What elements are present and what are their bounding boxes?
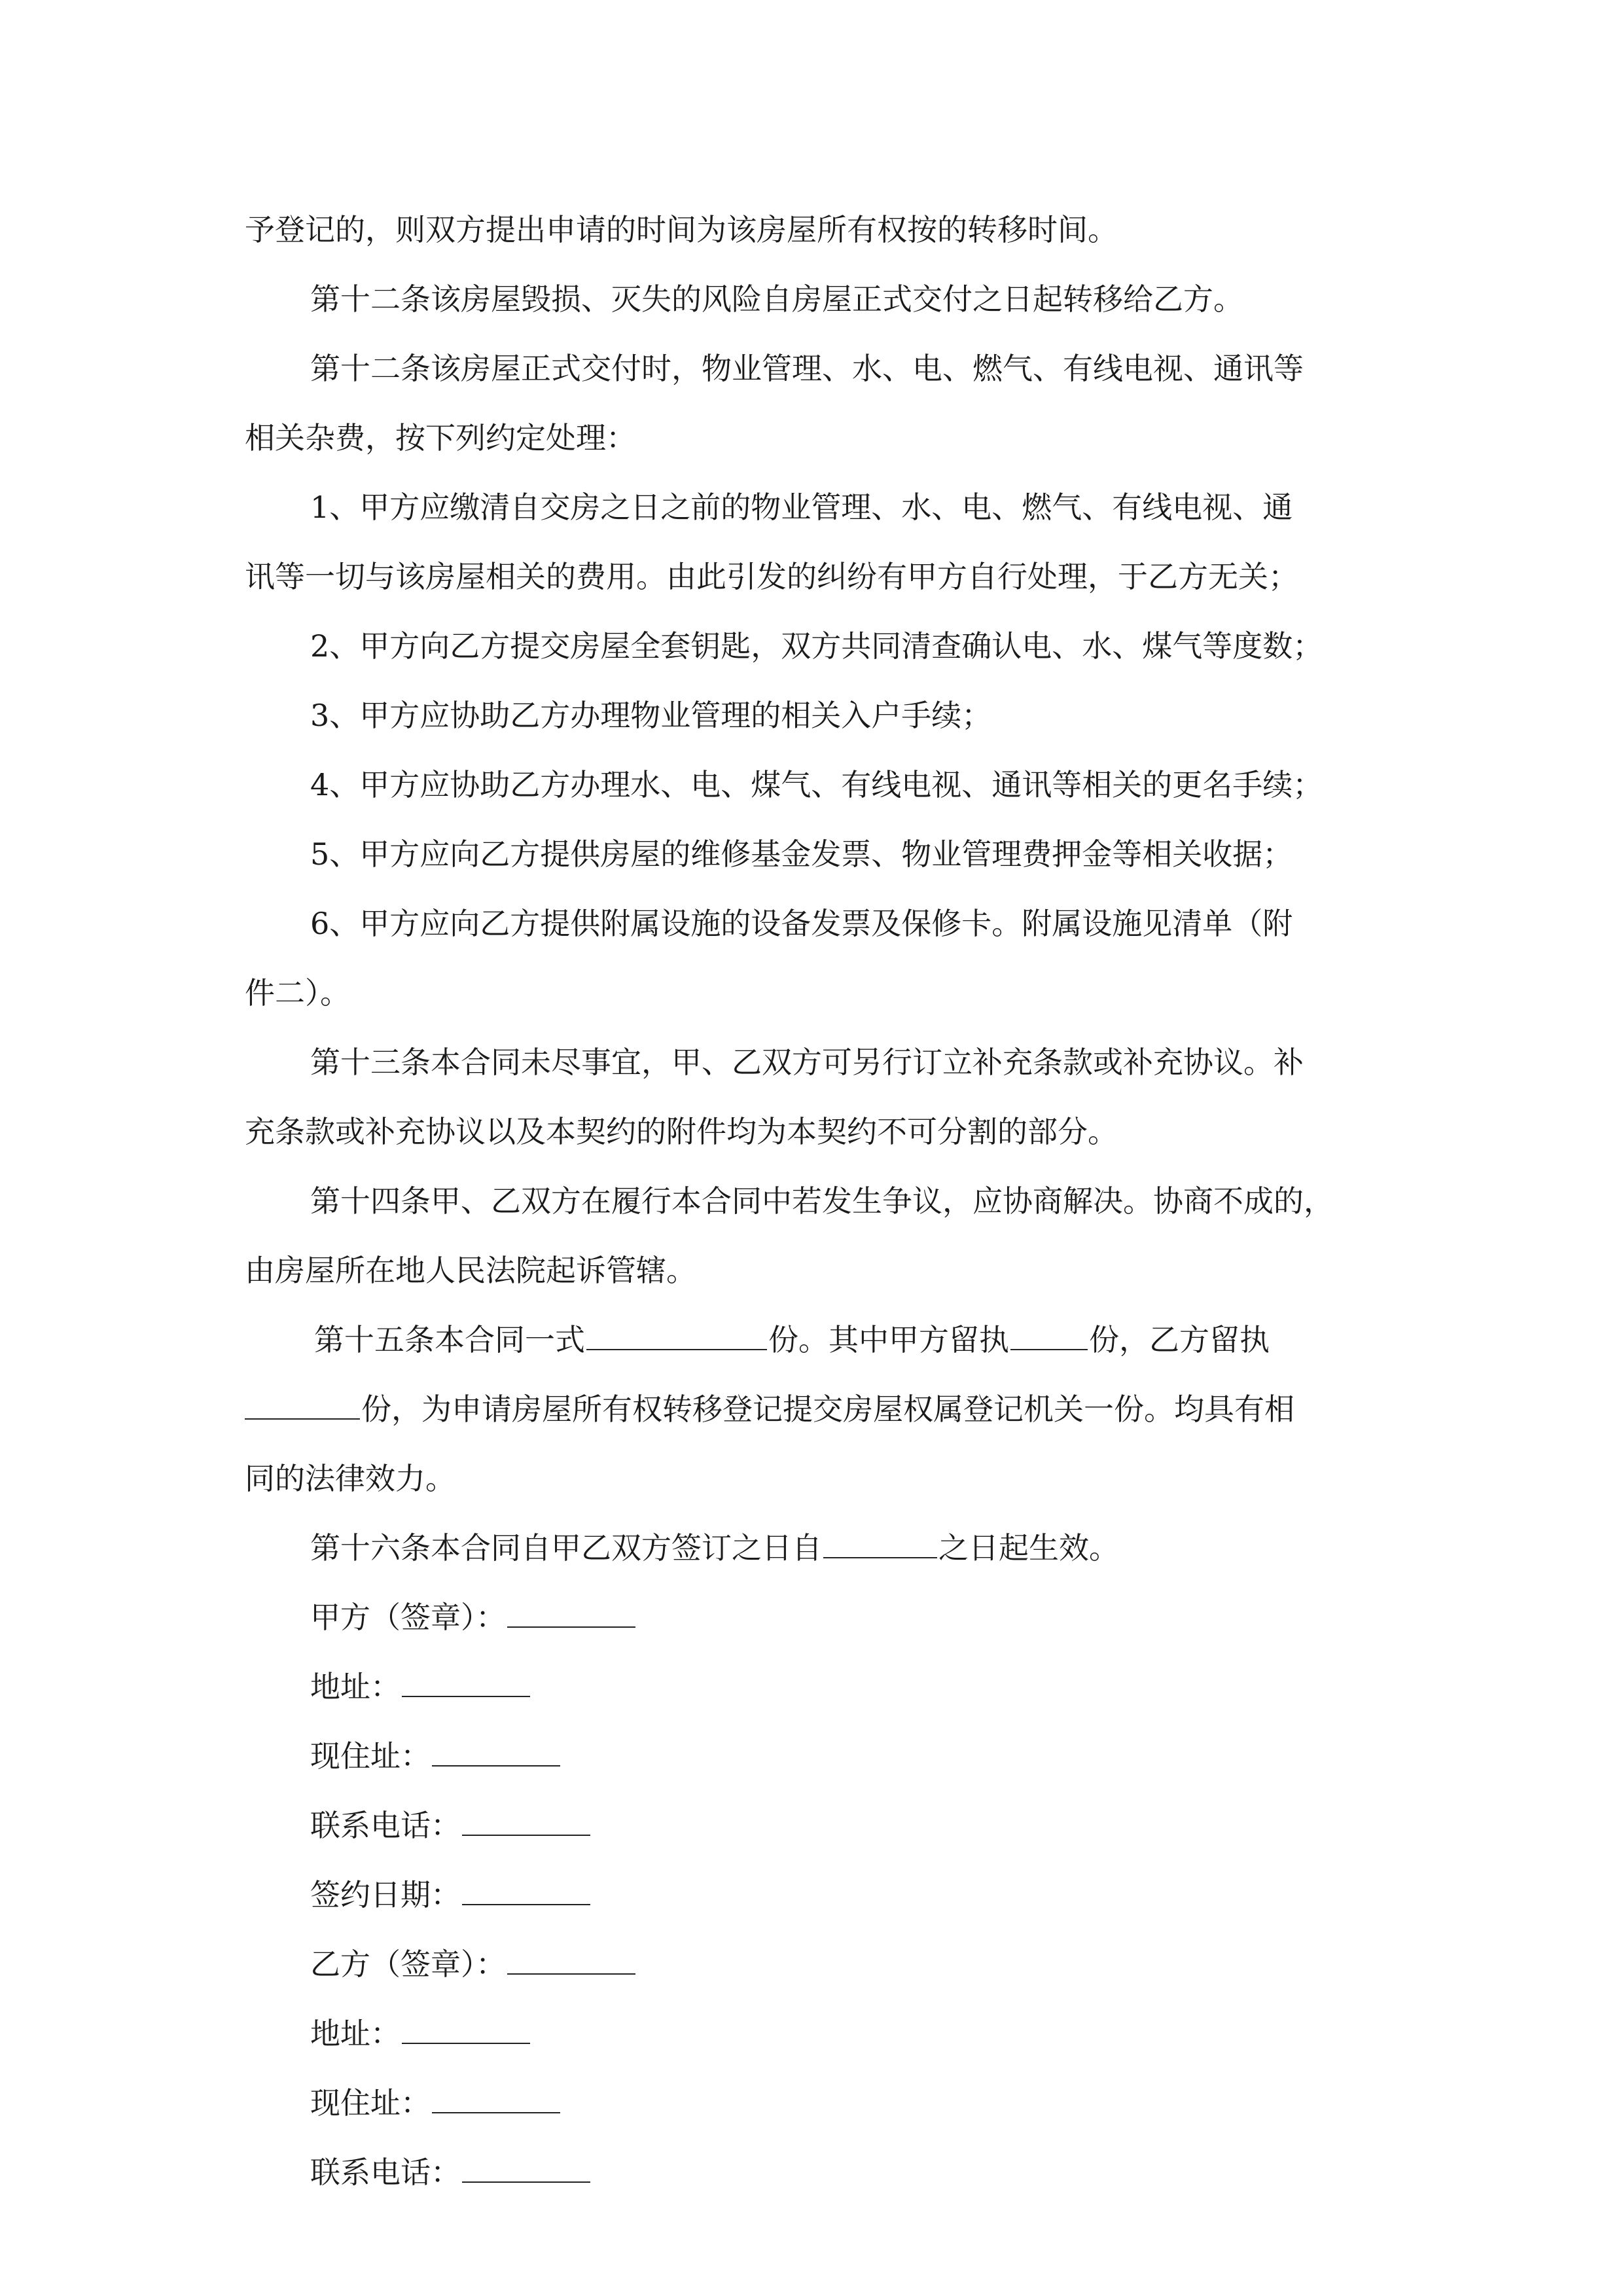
- text-line: 5、甲方应向乙方提供房屋的维修基金发票、物业管理费押金等相关收据；: [310, 836, 1293, 872]
- date-label: 签约日期：: [310, 1877, 461, 1912]
- signature-b-current-address: [245, 2068, 1381, 2138]
- article-13-cont: [245, 1097, 1381, 1166]
- paragraph-line: [245, 195, 1381, 264]
- list-item-4: [245, 750, 1381, 819]
- text-line: 2、甲方向乙方提交房屋全套钥匙，双方共同清查确认电、水、煤气等度数；: [310, 628, 1323, 664]
- list-item-6-cont: [245, 958, 1381, 1028]
- party-a-date-field[interactable]: [462, 1878, 590, 1905]
- article-12-delivery: [245, 334, 1381, 403]
- text-line: 相关杂费，按下列约定处理：: [245, 420, 636, 456]
- list-item-1: [245, 473, 1381, 542]
- signature-party-b: [245, 1929, 1381, 1999]
- document-page: [245, 195, 1381, 2207]
- text-fragment: 份。其中甲方留执: [768, 1322, 1009, 1357]
- copies-total-blank[interactable]: [586, 1323, 767, 1350]
- text-fragment: 同的法律效力。: [245, 1461, 455, 1496]
- text-fragment: 第十六条本合同自甲乙双方签订之日自: [310, 1530, 822, 1566]
- article-12-delivery-cont: [245, 403, 1381, 473]
- party-a-address-field[interactable]: [402, 1670, 530, 1697]
- list-item-1-cont: [245, 542, 1381, 611]
- signature-a-address: [245, 1652, 1381, 1721]
- effective-date-blank[interactable]: [823, 1531, 937, 1558]
- text-line: 充条款或补充协议以及本契约的附件均为本契约不可分割的部分。: [245, 1114, 1118, 1149]
- party-b-phone-field[interactable]: [462, 2155, 590, 2183]
- article-15: [245, 1305, 1381, 1374]
- signature-b-address: [245, 1999, 1381, 2068]
- text-line: 3、甲方应协助乙方办理物业管理的相关入户手续；: [310, 698, 992, 733]
- text-line: 由房屋所在地人民法院起诉管辖。: [245, 1253, 696, 1288]
- article-14-cont: [245, 1236, 1381, 1305]
- article-12-risk: [245, 264, 1381, 334]
- address-label: 地址：: [310, 2016, 401, 2051]
- text-fragment: 份，乙方留执: [1089, 1322, 1270, 1357]
- text-fragment: 第十五条本合同一式: [314, 1322, 585, 1357]
- text-line: 第十四条甲、乙双方在履行本合同中若发生争议，应协商解决。协商不成的，: [310, 1183, 1334, 1219]
- address-label: 地址：: [310, 1669, 401, 1704]
- list-item-2: [245, 611, 1381, 681]
- text-line: 件二）。: [245, 975, 350, 1011]
- text-line: 予登记的，则双方提出申请的时间为该房屋所有权按的转移时间。: [245, 212, 1118, 247]
- signature-a-date: [245, 1860, 1381, 1929]
- party-a-label: 甲方（签章）：: [310, 1600, 506, 1635]
- party-a-signature-field[interactable]: [507, 1600, 635, 1628]
- list-item-5: [245, 819, 1381, 889]
- text-line: 第十二条该房屋正式交付时，物业管理、水、电、燃气、有线电视、通讯等: [310, 351, 1304, 386]
- text-line: 第十三条本合同未尽事宜，甲、乙双方可另行订立补充条款或补充协议。补: [310, 1045, 1304, 1080]
- phone-label: 联系电话：: [310, 2155, 461, 2190]
- party-b-signature-field[interactable]: [507, 1947, 635, 1975]
- article-14: [245, 1166, 1381, 1236]
- text-line: 第十二条该房屋毁损、灭失的风险自房屋正式交付之日起转移给乙方。: [310, 281, 1243, 317]
- current-address-label: 现住址：: [310, 2085, 431, 2121]
- text-line: 6、甲方应向乙方提供附属设施的设备发票及保修卡。附属设施见清单（附: [310, 906, 1293, 941]
- phone-label: 联系电话：: [310, 1808, 461, 1843]
- article-13: [245, 1028, 1381, 1097]
- party-a-copies-blank[interactable]: [1010, 1323, 1088, 1350]
- signature-a-phone: [245, 1791, 1381, 1860]
- signature-a-current-address: [245, 1721, 1381, 1791]
- text-line: 1、甲方应缴清自交房之日之前的物业管理、水、电、燃气、有线电视、通: [310, 490, 1293, 525]
- text-fragment: 份，为申请房屋所有权转移登记提交房屋权属登记机关一份。均具有相: [361, 1391, 1294, 1427]
- party-b-label: 乙方（签章）：: [310, 1946, 506, 1982]
- signature-party-a: [245, 1583, 1381, 1652]
- party-b-copies-blank[interactable]: [245, 1392, 360, 1420]
- party-a-phone-field[interactable]: [462, 1808, 590, 1836]
- party-b-current-address-field[interactable]: [432, 2086, 560, 2113]
- party-a-current-address-field[interactable]: [432, 1739, 560, 1767]
- signature-b-phone: [245, 2138, 1381, 2207]
- article-15-cont: [245, 1374, 1381, 1444]
- list-item-6: [245, 889, 1381, 958]
- text-fragment: 之日起生效。: [938, 1530, 1119, 1566]
- text-line: 4、甲方应协助乙方办理水、电、煤气、有线电视、通讯等相关的更名手续；: [310, 767, 1323, 802]
- list-item-3: [245, 681, 1381, 750]
- party-b-address-field[interactable]: [402, 2017, 530, 2044]
- article-15-cont-2: [245, 1444, 1381, 1513]
- current-address-label: 现住址：: [310, 1738, 431, 1774]
- article-16: [245, 1513, 1381, 1583]
- text-line: 讯等一切与该房屋相关的费用。由此引发的纠纷有甲方自行处理，于乙方无关；: [245, 559, 1298, 594]
